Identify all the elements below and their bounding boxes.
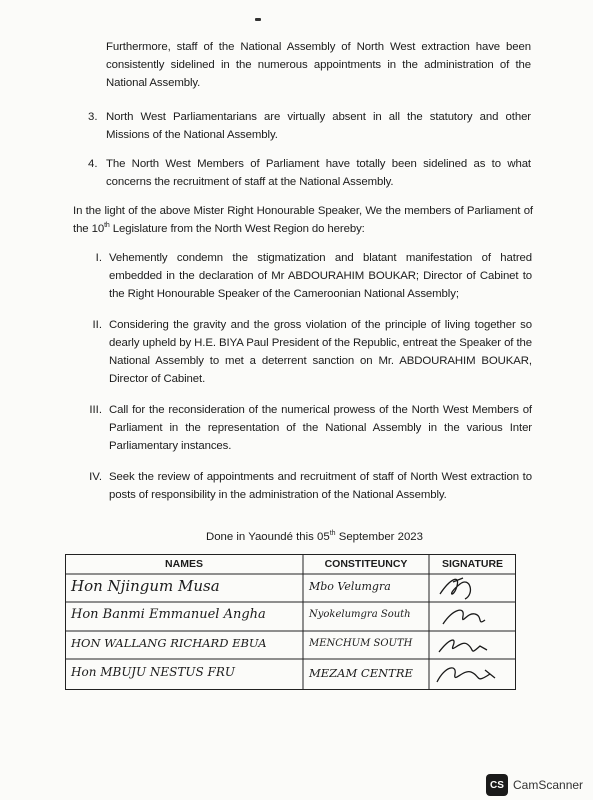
paragraph-recruitment: The North West Members of Parliament have totally been sidelined as to what concerns the recruitment of staff at the National Assembly. — [106, 158, 531, 188]
row-name: Hon Banmi Emmanuel Angha — [71, 607, 266, 622]
resolution-number: II. — [92, 319, 102, 331]
row-constituency: MEZAM CENTRE — [309, 666, 413, 680]
resolution-number: III. — [89, 404, 102, 416]
done-text-after: September 2023 — [335, 530, 423, 543]
resolution-text: Call for the reconsideration of the numerical prowess of the North West Members of Parliament in the representation of the National Assembly in the various Inter Parliamentary instances. — [109, 404, 532, 452]
item-number-3: 3. — [88, 111, 98, 123]
header-names: NAMES — [165, 558, 203, 570]
scan-speck — [255, 18, 261, 21]
camscanner-label: CamScanner — [513, 778, 584, 792]
row-constituency: MENCHUM SOUTH — [309, 638, 413, 649]
resolution-text: Seek the review of appointments and recruitment of staff of North West extraction to posts of responsibility in the administration of the National Assembly. — [109, 471, 532, 501]
intro-paragraph — [73, 202, 533, 238]
camscanner-watermark — [486, 774, 583, 796]
paragraph-sidelined-staff: Furthermore, staff of the National Assembly of North West extraction have been consistently sidelined in the numerous appointments in the administration of the National Assembly. — [106, 41, 531, 89]
resolution-number: I. — [95, 252, 102, 264]
item-number-4: 4. — [88, 158, 98, 170]
row-name: HON WALLANG RICHARD EBUA — [71, 636, 267, 650]
header-signature: SIGNATURE — [441, 558, 504, 570]
signature-table — [65, 554, 516, 690]
row-constituency: Mbo Velumgra — [309, 580, 391, 593]
paragraph-missions: North West Parliamentarians are virtually absent in all the statutory and other Missions of the National Assembly. — [106, 111, 531, 141]
intro-text-before: In the light of the above Mister Right Honourable Speaker, We the members of Parliament of the 10 — [73, 205, 533, 235]
row-name: Hon MBUJU NESTUS FRU — [71, 665, 235, 679]
signature-scribbles — [437, 578, 495, 682]
done-text-before: Done in Yaoundé this 05 — [206, 530, 330, 543]
row-constituency: Nyokelumgra South — [309, 609, 411, 620]
intro-text-after: Legislature from the North West Region do hereby: — [109, 223, 365, 235]
done-superscript: th — [329, 530, 336, 537]
row-name: Hon Njingum Musa — [71, 577, 220, 595]
resolution-number: IV. — [89, 471, 102, 483]
resolution-text: Vehemently condemn the stigmatization and blatant manifestation of hatred embedded in the declaration of Mr ABDOURAHIM BOUKAR; Director of Cabinet to the Right Honourable Speaker of the Cameroonian National Assembly; — [109, 252, 532, 300]
header-constituency: CONSTITEUNCY — [324, 558, 408, 570]
intro-superscript: th — [104, 222, 110, 230]
done-line — [206, 530, 423, 543]
camscanner-logo-icon: CS — [486, 774, 508, 796]
resolution-text: Considering the gravity and the gross violation of the principle of living together so dearly upheld by H.E. BIYA Paul President of the Republic, entreat the Speaker of the National Assembly to met a deterrent sanction on Mr. ABDOURAHIM BOUKAR, Director of Cabinet. — [109, 319, 532, 385]
